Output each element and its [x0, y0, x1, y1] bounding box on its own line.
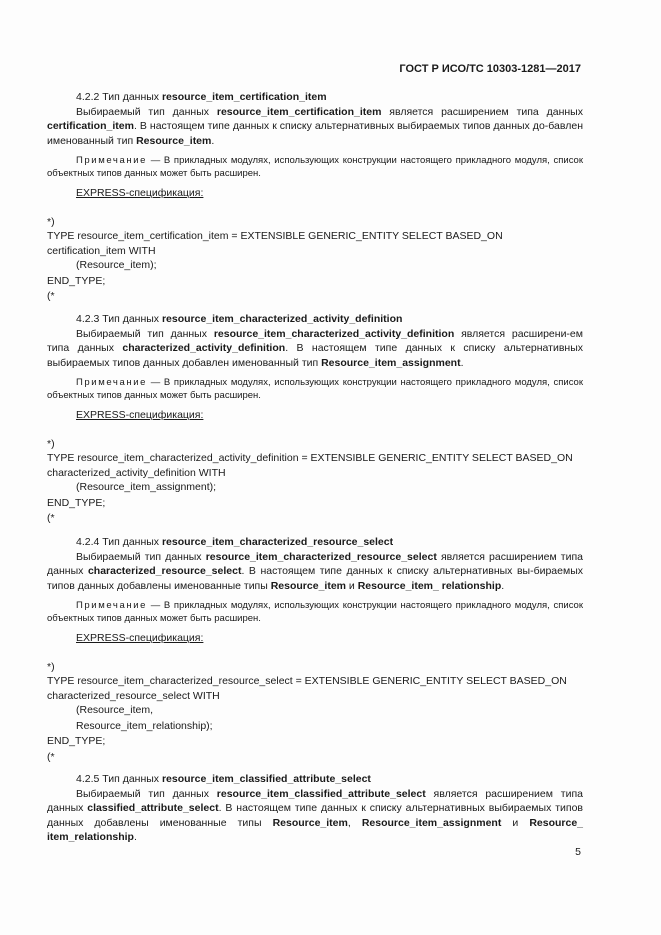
text: является расширени-ем типа данных	[47, 327, 583, 354]
code-line: TYPE resource_item_characterized_activity_definition = EXTENSIBLE GENERIC_ENTITY SELECT BASED_ON characterized_activity_definition WITH	[47, 452, 576, 479]
code-line: END_TYPE;	[47, 274, 106, 287]
section-number: 4.2.3 Тип данных	[76, 313, 162, 325]
text: является расширением типа данных	[47, 550, 583, 577]
text: . В настоящем типе данных к списку альтернативных выбираемых типов данных до-бавлен именованный тип	[47, 120, 583, 147]
note-text: — В прикладных модулях, использующих конструкции настоящего прикладного модуля, список объектных типов данных может быть расширен.	[47, 155, 583, 179]
bold-text: Resource_ item_relationship	[47, 816, 584, 843]
express-label: EXPRESS-спецификация:	[76, 409, 204, 421]
type-name: resource_item_certification_item	[161, 91, 327, 103]
section-title	[47, 90, 583, 105]
code-line: (*	[47, 290, 55, 302]
text: .	[211, 134, 215, 147]
code-line: TYPE resource_item_certification_item = EXTENSIBLE GENERIC_ENTITY SELECT BASED_ON certification_item WITH	[47, 230, 506, 257]
text: и	[346, 579, 358, 592]
text: .	[460, 356, 464, 369]
section-title	[47, 312, 583, 327]
bold-text: resource_item_certification_item	[216, 105, 382, 118]
note	[47, 599, 583, 625]
page-number: 5	[575, 846, 581, 858]
note-text: — В прикладных модулях, использующих конструкции настоящего прикладного модуля, список объектных типов данных может быть расширен.	[47, 377, 583, 401]
code-line: END_TYPE;	[47, 735, 106, 747]
section-number: 4.2.4 Тип данных	[76, 536, 162, 548]
type-name: resource_item_characterized_activity_definition	[161, 313, 403, 325]
paragraph	[47, 327, 583, 371]
paragraph	[47, 550, 583, 594]
code-line: *)	[47, 215, 55, 228]
text: ,	[347, 816, 362, 829]
paragraph	[47, 787, 583, 845]
note	[47, 154, 583, 180]
bold-text: Resource_item_assignment	[321, 356, 461, 369]
type-name: resource_item_classified_attribute_select	[161, 773, 371, 785]
bold-text: certification_item	[47, 120, 134, 132]
note	[47, 376, 583, 402]
text: . В настоящем типе данных к списку альтернативных выбираемых типов данных добавлены именованные типы	[47, 802, 583, 829]
text: . В настоящем типе данных к списку альтернативных вы-бираемых типов данных добавлены именованные типы	[47, 565, 584, 592]
bold-text: Resource_item	[270, 579, 347, 592]
bold-text: resource_item_characterized_resource_select	[205, 550, 437, 563]
section-title	[47, 535, 583, 550]
document-header: ГОСТ Р ИСО/ТС 10303-1281—2017	[399, 63, 581, 75]
section-4-2-3	[47, 312, 583, 526]
code-line: END_TYPE;	[47, 496, 106, 509]
section-title	[47, 772, 583, 787]
text: .	[501, 579, 505, 592]
section-number: 4.2.5 Тип данных	[76, 773, 162, 785]
code-line: *)	[47, 437, 55, 450]
bold-text: characterized_activity_definition	[122, 342, 286, 354]
note-label: Примечание	[76, 155, 147, 166]
text: .	[133, 831, 137, 843]
code-line: (*	[47, 750, 55, 763]
type-name: resource_item_characterized_resource_select	[161, 536, 394, 548]
text: и	[501, 816, 530, 829]
text: Выбираемый тип данных	[76, 105, 217, 118]
section-number: 4.2.2 Тип данных	[76, 91, 162, 103]
code-line: (Resource_item_assignment);	[76, 481, 217, 493]
text: Выбираемый тип данных	[76, 327, 214, 340]
bold-text: resource_item_classified_attribute_select	[216, 787, 426, 800]
section-4-2-4	[47, 535, 583, 764]
code-line: *)	[47, 660, 55, 673]
note-text: — В прикладных модулях, использующих конструкции настоящего прикладного модуля, список объектных типов данных может быть расширен.	[47, 600, 583, 624]
code-line: TYPE resource_item_characterized_resource_select = EXTENSIBLE GENERIC_ENTITY SELECT BASED_ON characterized_resource_select WITH	[47, 675, 570, 702]
paragraph	[47, 105, 583, 149]
bold-text: characterized_resource_select	[87, 565, 242, 577]
note-label: Примечание	[76, 377, 147, 388]
code-line: (*	[47, 512, 55, 524]
bold-text: Resource_item	[272, 816, 348, 829]
express-label: EXPRESS-спецификация:	[76, 632, 204, 644]
text: Выбираемый тип данных	[76, 550, 206, 563]
code-line: Resource_item_relationship);	[76, 719, 213, 732]
bold-text: classified_attribute_select	[87, 802, 219, 814]
section-4-2-5	[47, 772, 583, 845]
text: . В настоящем типе данных к списку альтернативных выбираемых типов данных добавлен именованный тип	[47, 342, 584, 369]
bold-text: resource_item_characterized_activity_definition	[213, 327, 455, 340]
section-4-2-2	[47, 90, 583, 304]
code-line: (Resource_item);	[76, 259, 157, 271]
bold-text: Resource_item_ relationship	[357, 579, 502, 592]
bold-text: Resource_item_assignment	[361, 816, 502, 829]
text: Выбираемый тип данных	[76, 787, 217, 800]
bold-text: Resource_item	[136, 134, 212, 147]
express-label: EXPRESS-спецификация:	[76, 187, 204, 199]
note-label: Примечание	[76, 600, 147, 611]
text: является расширением типа данных	[381, 105, 583, 118]
code-line: (Resource_item,	[76, 704, 154, 716]
text: является расширением типа данных	[47, 787, 583, 814]
